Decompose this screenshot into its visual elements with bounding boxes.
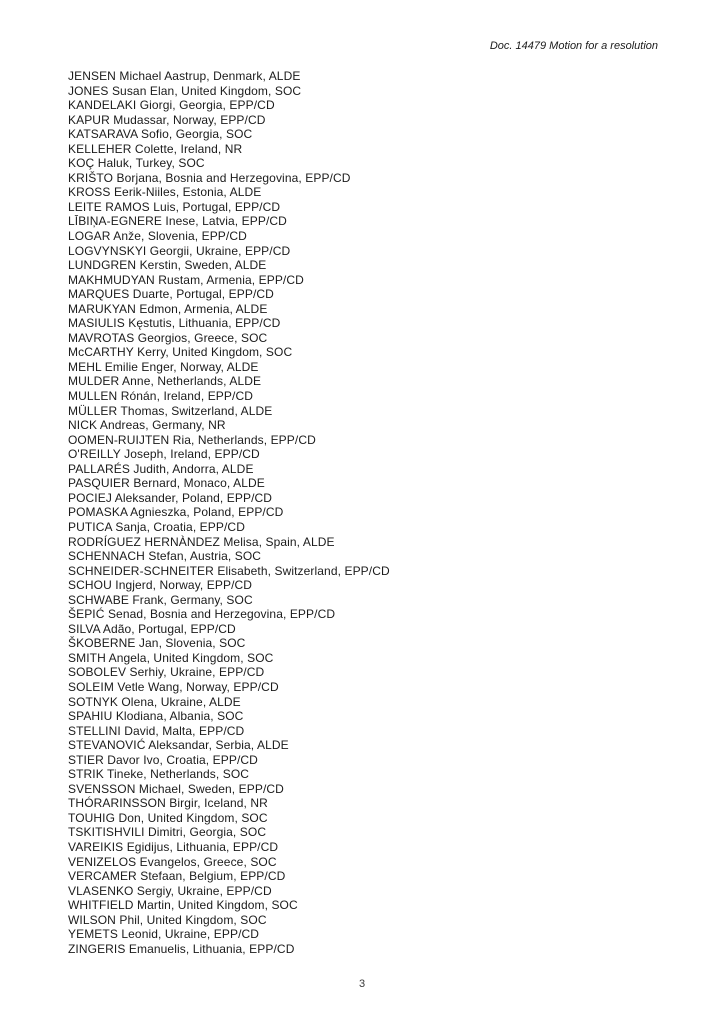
signatory-line: ŠKOBERNE Jan, Slovenia, SOC — [68, 636, 246, 651]
signatory-line: LEITE RAMOS Luis, Portugal, EPP/CD — [68, 199, 281, 214]
signatory-line: LOGAR Anže, Slovenia, EPP/CD — [68, 229, 247, 244]
signatory-line: KATSARAVA Sofio, Georgia, SOC — [68, 127, 253, 142]
signatory-line: LUNDGREN Kerstin, Sweden, ALDE — [68, 258, 267, 273]
signatory-line: PALLARÉS Judith, Andorra, ALDE — [68, 461, 254, 476]
signatory-line: WILSON Phil, United Kingdom, SOC — [68, 912, 267, 927]
signatory-line: ŠEPIĆ Senad, Bosnia and Herzegovina, EPP/CD — [68, 607, 336, 622]
signatory-line: MAKHMUDYAN Rustam, Armenia, EPP/CD — [68, 272, 304, 287]
signatory-line: SMITH Angela, United Kingdom, SOC — [68, 650, 274, 665]
signatory-line: WHITFIELD Martin, United Kingdom, SOC — [68, 898, 298, 913]
signatory-line: MARUKYAN Edmon, Armenia, ALDE — [68, 301, 268, 316]
signatories-list — [68, 69, 684, 956]
signatory-line: VERCAMER Stefaan, Belgium, EPP/CD — [68, 869, 286, 884]
signatory-line: TOUHIG Don, United Kingdom, SOC — [68, 810, 268, 825]
signatory-line: SCHOU Ingjerd, Norway, EPP/CD — [68, 578, 253, 593]
signatory-line: STIER Davor Ivo, Croatia, EPP/CD — [68, 752, 258, 767]
signatory-line: O'REILLY Joseph, Ireland, EPP/CD — [68, 447, 260, 462]
signatory-line: SOBOLEV Serhiy, Ukraine, EPP/CD — [68, 665, 265, 680]
signatory-line: RODRÍGUEZ HERNÀNDEZ Melisa, Spain, ALDE — [68, 534, 335, 549]
signatory-line: JENSEN Michael Aastrup, Denmark, ALDE — [68, 69, 301, 83]
signatory-line: POCIEJ Aleksander, Poland, EPP/CD — [68, 490, 273, 505]
signatory-line: POMASKA Agnieszka, Poland, EPP/CD — [68, 505, 284, 520]
signatory-line: ZINGERIS Emanuelis, Lithuania, EPP/CD — [68, 941, 295, 956]
signatory-line: YEMETS Leonid, Ukraine, EPP/CD — [68, 927, 260, 942]
signatory-line: PASQUIER Bernard, Monaco, ALDE — [68, 476, 265, 491]
signatory-line: MULLEN Rónán, Ireland, EPP/CD — [68, 389, 253, 404]
signatory-line: SVENSSON Michael, Sweden, EPP/CD — [68, 781, 284, 796]
signatory-line: KROSS Eerik-Niiles, Estonia, ALDE — [68, 185, 262, 200]
signatory-line: LĪBIŅA-EGNERE Inese, Latvia, EPP/CD — [68, 214, 287, 229]
signatory-line: MAVROTAS Georgios, Greece, SOC — [68, 330, 268, 345]
signatory-line: SCHENNACH Stefan, Austria, SOC — [68, 549, 262, 564]
signatory-line: TSKITISHVILI Dimitri, Georgia, SOC — [68, 825, 267, 840]
signatory-line: VLASENKO Sergiy, Ukraine, EPP/CD — [68, 883, 272, 898]
signatory-line: KAPUR Mudassar, Norway, EPP/CD — [68, 112, 266, 127]
signatory-line: MARQUES Duarte, Portugal, EPP/CD — [68, 287, 274, 302]
signatory-line: MULDER Anne, Netherlands, ALDE — [68, 374, 262, 389]
signatory-line: SOLEIM Vetle Wang, Norway, EPP/CD — [68, 679, 279, 694]
document-header: Doc. 14479 Motion for a resolution — [489, 40, 658, 52]
signatory-line: MÜLLER Thomas, Switzerland, ALDE — [68, 403, 273, 418]
signatory-line: SOTNYK Olena, Ukraine, ALDE — [68, 694, 241, 709]
signatory-line: STEVANOVIĆ Aleksandar, Serbia, ALDE — [68, 738, 289, 753]
signatory-line: SILVA Adão, Portugal, EPP/CD — [68, 621, 236, 636]
signatory-line: SCHWABE Frank, Germany, SOC — [68, 592, 253, 607]
signatory-line: VAREIKIS Egidijus, Lithuania, EPP/CD — [68, 839, 279, 854]
signatory-line: JONES Susan Elan, United Kingdom, SOC — [68, 83, 302, 98]
signatory-line: STRIK Tineke, Netherlands, SOC — [68, 767, 250, 782]
signatory-line: OOMEN-RUIJTEN Ria, Netherlands, EPP/CD — [68, 432, 316, 447]
signatory-line: KOÇ Haluk, Turkey, SOC — [68, 156, 205, 171]
signatory-line: KRIŠTO Borjana, Bosnia and Herzegovina, EPP/CD — [68, 170, 351, 185]
page-number: 3 — [358, 978, 366, 990]
signatory-line: KANDELAKI Giorgi, Georgia, EPP/CD — [68, 98, 275, 113]
signatory-line: McCARTHY Kerry, United Kingdom, SOC — [68, 345, 293, 360]
signatory-line: KELLEHER Colette, Ireland, NR — [68, 141, 243, 156]
signatory-line: SPAHIU Klodiana, Albania, SOC — [68, 709, 244, 724]
signatory-line: MEHL Emilie Enger, Norway, ALDE — [68, 359, 259, 374]
signatory-line: NICK Andreas, Germany, NR — [68, 418, 226, 433]
signatory-line: THÓRARINSSON Birgir, Iceland, NR — [68, 796, 268, 811]
signatory-line: VENIZELOS Evangelos, Greece, SOC — [68, 854, 277, 869]
signatory-line: STELLINI David, Malta, EPP/CD — [68, 723, 245, 738]
signatory-line: PUTICA Sanja, Croatia, EPP/CD — [68, 519, 245, 534]
signatory-line: SCHNEIDER-SCHNEITER Elisabeth, Switzerland, EPP/CD — [68, 563, 390, 578]
signatory-line: LOGVYNSKYI Georgii, Ukraine, EPP/CD — [68, 243, 291, 258]
signatory-line: MASIULIS Kęstutis, Lithuania, EPP/CD — [68, 316, 281, 331]
